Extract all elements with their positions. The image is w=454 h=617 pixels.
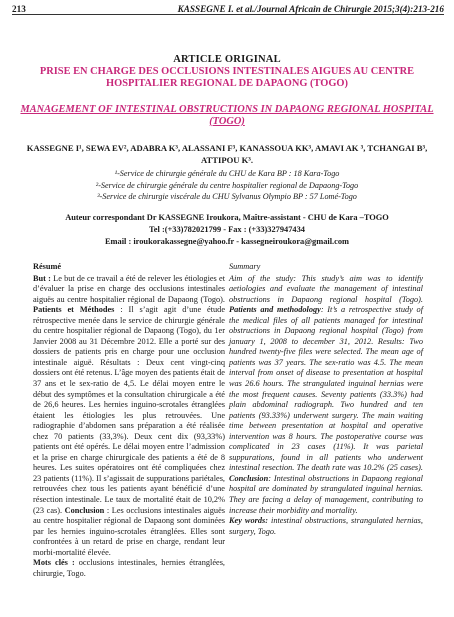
affiliation-1: ¹-Service de chirurgie générale du CHU de Kara BP : 18 Kara-Togo (114, 169, 340, 178)
resume-keywords-text: occlusions intestinales, hernies étranglées, chirurgie, Togo. (33, 558, 225, 578)
resume-methods-text: : Il s’agit agit d’une étude rétrospective menée dans le service de chirurgie générale du centre hospitalier régional de Dapaong (Togo), du 1er Janvier 2008 au 31 Décembre 2012. Elle a porté sur des dossiers de patients pris en charge pour une occlusion intestinale aiguë. Résultats : Deux cent vingt-cinq dossiers ont été retenus. L’âge moyen des patients était de 37 ans et le sex-ratio de 4,5. Le délai moyen entre le début des symptômes et la consultation chirurgicale a été de 26,6 heures. Les hernies inguino-scrotales étranglées étaient les étiologies les plus retrouvées. Une radiographie d’abdomen sans préparation a été réalisée chez 70 patients (33,3%). Deux cent dix (93,33%) patients ont été opérés. Le délai moyen entre l’admission et la prise en charge chirurgicale des patients a été de 8 heures. Les suites opératoires ont été compliquées chez 23 patients (11%). Il s’agissait de suppurations pariétales, retrouvées chez tous les patients ayant bénéficié d’une résection intestinale. Le taux de mortalité était de 10,2% (23 cas). (33, 305, 225, 515)
summary-methods-text: : It’s a retrospective study of the medical files of all patients managed for intestinal obstructions in Dapaong regional hospital (Togo) from january 1, 2008 to december 31, 2012. Results: Two hundred twenty-five files were selected. The mean age of patients was 37 years. The sex-ratio was 4.5. The mean interval from onset of disease to presentation at hospital was 26.6 hours. The strangulated inguinal hernias were the most frequent causes. Seventy patients (33.3%) had plain abdominal radiograph. Two hundred and ten patients (93.33%) underwent surgery. The main waiting time between presentation at hospital and operative intervention was 8 hours. The postoperative course was complicated in 23 cases (11%). It was parietal suppurations, found in all patients who underwent intestinal resection. The death rate was 10.2% (25 cases). (229, 305, 423, 473)
header-rule (12, 14, 444, 15)
summary-methods-label: Patients and methodology (229, 305, 321, 315)
page-number: 213 (12, 4, 26, 14)
article-type: ARTICLE ORIGINAL (173, 54, 281, 65)
summary-body (229, 274, 423, 517)
summary-aim-text: Aim of the study: This study’s aim was to identify aetiologies and evaluate the management of intestinal obstructions in Dapaong regional hospital (Togo). (229, 273, 423, 304)
resume-conclusion-label: Conclusion (64, 505, 105, 515)
summary-column (229, 262, 423, 537)
resume-keywords (33, 558, 225, 579)
resume-body (33, 274, 225, 559)
running-header (12, 4, 444, 14)
summary-keywords-text: intestinal obstructions, strangulated hernias, surgery, Togo. (229, 516, 423, 536)
summary-conclusion-text: : Intestinal obstructions in Dapaong regional hospital are dominated by strangulated inguinal hernias. They are facing a delay of management, contributing to increase their morbidity and mortality. (229, 473, 423, 515)
corresponding-author: Auteur correspondant Dr KASSEGNE Iroukora, Maître-assistant - CHU de Kara –TOGO (65, 213, 389, 222)
resume-but-label: But : (33, 273, 51, 283)
correspondence-block (20, 212, 434, 248)
resume-methods-label: Patients et Méthodes (33, 305, 115, 315)
summary-keywords (229, 516, 423, 537)
summary-keywords-label: Key words: (229, 516, 268, 526)
author-list: KASSEGNE I¹, SEWA EV², ADABRA K³, ALASSANI F³, KANASSOUA KK³, AMAVI AK ³, TCHANGAI B³, ATTIPOU K³. (26, 143, 428, 165)
journal-citation: KASSEGNE I. et al./Journal Africain de Chirurgie 2015;3(4):213-216 (177, 4, 444, 14)
summary-conclusion-label: Conclusion (229, 473, 269, 483)
affiliation-3: ³-Service de chirurgie viscérale du CHU Sylvanus Olympio BP : 57 Lomé-Togo (97, 192, 357, 202)
affiliations (24, 168, 430, 203)
contact-phone-fax: Tel :(+33)782021799 - Fax : (+33)327947434 (148, 225, 305, 234)
title-english: MANAGEMENT OF INTESTINAL OBSTRUCTIONS IN DAPAONG REGIONAL HOSPITAL (TOGO) (20, 104, 434, 127)
resume-keywords-label: Mots clés : (33, 558, 75, 568)
resume-conclusion-text: : Les occlusions intestinales aiguës au centre hospitalier régional de Dapaong sont dominées par les hernies inguino-scrotales étranglées. Elles sont confrontées à un retard de prise en charge, rendant leur morbi-mortalité élevée. (33, 505, 225, 557)
resume-heading: Résumé (33, 262, 62, 271)
summary-heading: Summary (229, 262, 261, 271)
resume-but-text: Le but de ce travail a été de relever les étiologies et d’évaluer la prise en charge des occlusions intestinales aiguës au centre hospitalier régional de Dapaong (Togo). (33, 273, 226, 304)
resume-column (33, 262, 225, 579)
contact-email: Email : iroukorakassegne@yahoo.fr - kassegneiroukora@gmail.com (104, 237, 350, 246)
affiliation-2: ²-Service de chirurgie générale du centre hospitalier regional de Dapaong-Togo (95, 180, 359, 190)
title-french: PRISE EN CHARGE DES OCCLUSIONS INTESTINALES AIGUES AU CENTRE HOSPITALIER REGIONAL DE DAPAONG (TOGO) (39, 66, 415, 89)
